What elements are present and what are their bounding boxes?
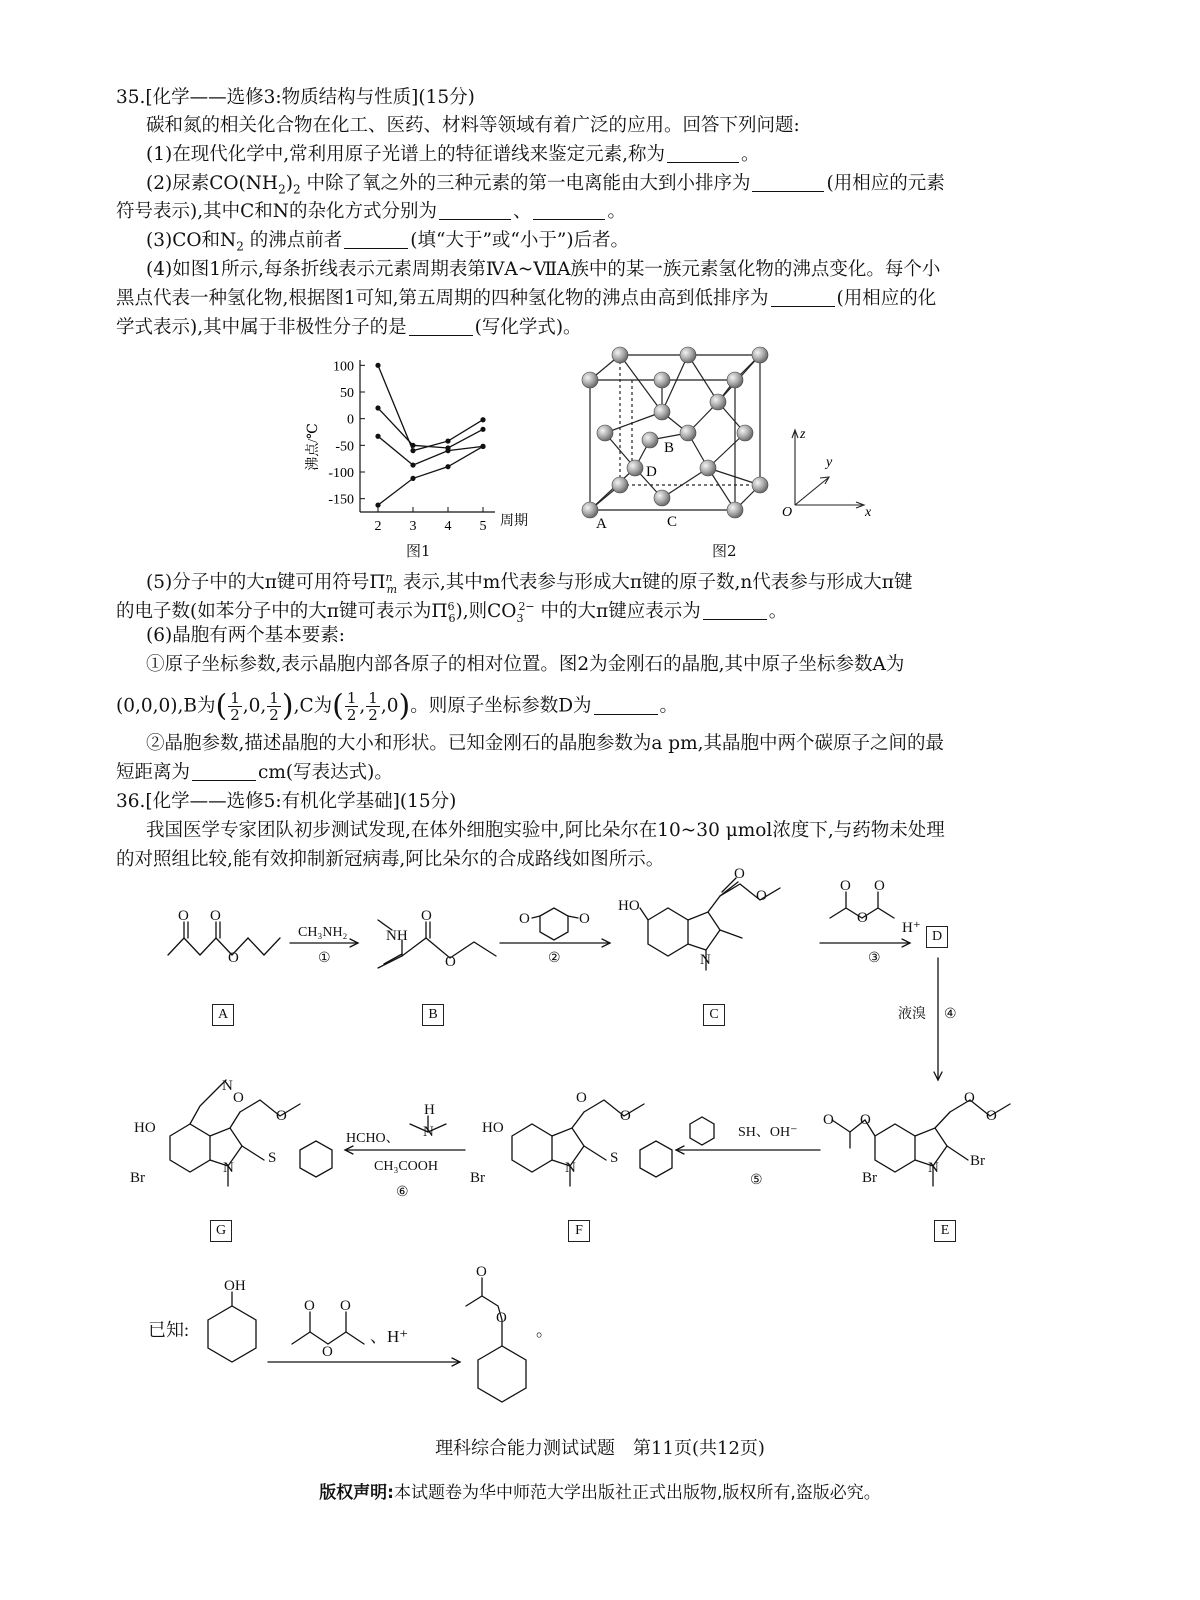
atom-o: O [210,908,221,924]
q35-p3b: 的沸点前者 [249,230,343,251]
period: 。 [659,695,679,717]
atom-o: O [964,1090,975,1106]
atom-br: Br [862,1170,877,1186]
atom-label-d: D [646,464,657,480]
period: 。 [607,201,626,222]
atom-o: O [857,910,868,926]
atom-o: O [620,1108,631,1124]
q35-part6: (6)晶胞有两个基本要素: [146,625,345,646]
atom-o: O [476,1264,487,1280]
q35-p5e: 中的大π键应表示为 [540,601,701,623]
copyright-notice [0,1478,1200,1503]
data-point [410,476,415,481]
atom-o: O [734,866,745,882]
step6-reagent1: HCHO、 [346,1131,400,1146]
q35-p6-1b: (0,0,0),B为 [116,695,216,717]
figure-2-diamond-cell [570,340,890,530]
q35-part4-cont2 [116,316,582,340]
q35-p5d: ),则CO [455,601,517,623]
q35-part5: (5)分子中的大π键可用符号$\Pi^n_m$ 表示,其中m代表参与形成大π键的原子数,n代表参与形成大π键 [146,571,913,596]
page-footer: 理科综合能力测试试题 第11页(共12页) [435,1438,765,1459]
answer-blank[interactable] [192,762,256,781]
q35-p3c: (填“大于”或“小于”)后者。 [410,230,630,251]
atom-h: H [424,1102,435,1118]
data-point [410,443,415,448]
data-point [480,427,485,432]
answer-blank[interactable] [667,144,739,163]
q35-part6-1-cont: (0,0,0),B为( $\frac{1}{2}$ ,0, $\frac{1}{2}$ ),C为( $\frac{1}{2}$ , $\frac{1}{2}$ ,0)。则原子坐标参数D为 。 [116,688,679,724]
q35-part6-1: ①原子坐标参数,表示晶胞内部各原子的相对位置。图2为金刚石的晶胞,其中原子坐标参数A为 [146,654,905,675]
atom-o: O [756,888,767,904]
compound-f-label: F [568,1220,590,1242]
atom-label-b: B [664,440,675,456]
answer-blank[interactable] [344,230,408,249]
data-point [445,438,450,443]
q35-p2e: 符号表示),其中C和N的杂化方式分别为 [116,201,437,222]
q35-part5-cont: 的电子数(如苯分子中的大π键可表示为$\Pi^6_6$),则$CO_3^{2-}$ 中的大π键应表示为 。 [116,600,788,625]
q35-p4b: 黑点代表一种氢化物,根据图1可知,第五周期的四种氢化物的沸点由高到低排序为 [116,288,769,309]
answer-blank[interactable] [703,601,767,620]
q35-p6-2b: 短距离为 [116,762,191,783]
atom-labels [130,866,997,1360]
series-line-3 [378,436,483,465]
step1-reagent: CH₃NH₂ [298,925,348,940]
answer-blank[interactable] [594,696,658,715]
data-point [445,448,450,453]
atom-o: O [874,878,885,894]
q35-p5c: 的电子数(如苯分子中的大π键可表示为Π [116,601,448,623]
atom-label-c: C [667,514,678,530]
atom-o: O [576,1090,587,1106]
x-tick-label: 5 [479,519,487,534]
atom-s: S [610,1150,619,1166]
step6-reagent2: CH₃COOH [374,1159,438,1174]
data-point [480,444,485,449]
q35-part4: (4)如图1所示,每条折线表示元素周期表第ⅣA~ⅦA族中的某一族元素氢化物的沸点变化。每个小 [146,259,941,280]
compound-c-label: C [703,1004,725,1026]
data-point [375,502,380,507]
x-tick-label: 4 [444,519,452,534]
atom-o: O [496,1310,507,1326]
compound-b-label: B [422,1004,444,1026]
y-tick-label: -50 [335,439,354,455]
compound-g-label: G [210,1220,232,1242]
q36-header: 36.[化学——选修5:有机化学基础](15分) [116,791,457,812]
step5-reagent: SH、OH⁻ [738,1125,798,1140]
step6-number: ⑥ [396,1185,409,1200]
q35-part2: (2)尿素$CO(NH_2)_2$ 中除了氧之外的三种元素的第一电离能由大到小排序为 (用相应的元素 [146,173,945,197]
q35-p2b: ) [285,173,293,194]
q35-header: 35.[化学——选修3:物质结构与性质](15分) [116,87,475,108]
answer-blank[interactable] [752,173,824,192]
atom-o: O [445,954,456,970]
x-axis-label: 周期 [500,514,528,529]
period: 。 [768,601,788,623]
data-point [375,405,380,410]
dun: 、 [512,201,532,222]
step2-number: ② [548,951,561,966]
atom-o: O [823,1112,834,1128]
q35-part3: (3)CO和$N_2$ 的沸点前者 (填“大于”或“小于”)后者。 [146,230,630,254]
y-axis-label: 沸点/℃ [306,423,321,471]
q35-p6-2c: cm(写表达式)。 [258,762,393,783]
axis-label-x: x [865,505,872,520]
x-tick-label: 3 [409,519,417,534]
q35-p6-1d: 。则原子坐标参数D为 [410,695,592,717]
atom-s: S [268,1150,277,1166]
q35-p5b: 表示,其中m代表参与形成大π键的原子数,n代表参与形成大π键 [402,572,913,594]
q35-p5a: (5)分子中的大π键可用符号Π [146,572,386,594]
q36-intro-cont: 的对照组比较,能有效抑制新冠病毒,阿比朵尔的合成路线如图所示。 [116,849,665,870]
atom-n: N [928,1160,939,1176]
q35-p4e: (写化学式)。 [474,317,582,338]
figure-1-chart [295,352,555,537]
q35-part4-cont [116,287,936,311]
q35-p4d: 学式表示),其中属于非极性分子的是 [116,317,407,338]
known-reagent: 、H⁺ [370,1327,409,1346]
atom-o: O [233,1090,244,1106]
atom-o: O [519,911,530,927]
atom-o: O [322,1344,333,1360]
atom-h-plus: H⁺ [902,920,921,936]
q35-part1 [146,143,760,167]
q35-p2a: (2)尿素CO(NH [146,173,279,194]
atom-br: Br [470,1170,485,1186]
answer-blank[interactable] [409,317,473,336]
step3-number: ③ [868,951,881,966]
y-tick-label: 100 [333,359,354,375]
figure-2-caption: 图2 [712,542,737,560]
atom-nh: NH [386,928,408,944]
answer-blank[interactable] [439,201,511,220]
atom-n: N [223,1160,234,1176]
atom-oh: OH [224,1278,246,1294]
q35-part6-2: ②晶胞参数,描述晶胞的大小和形状。已知金刚石的晶胞参数为a pm,其晶胞中两个碳原子之间的最 [146,733,945,754]
atom-n: N [700,952,711,968]
q35-p1-text: (1)在现代化学中,常利用原子光谱上的特征谱线来鉴定元素,称为 [146,144,665,165]
q36-intro: 我国医学专家团队初步测试发现,在体外细胞实验中,阿比朵尔在10~30 μmol浓度下,与药物未处理 [146,820,945,841]
atom-n: N [565,1160,576,1176]
atom-n: N [423,1124,434,1140]
atom-n: N [222,1078,233,1094]
q35-p4c: (用相应的化 [836,288,937,309]
data-point [375,434,380,439]
atom-ho: HO [618,898,640,914]
axis-label-o: O [782,505,793,520]
q35-p3a: (3)CO和N [146,230,237,251]
known-label: 已知: [148,1320,190,1340]
atom-o: O [304,1298,315,1314]
series-line-4 [378,446,483,505]
step1-number: ① [318,951,331,966]
atom-label-a: A [596,516,607,532]
atom-ho: HO [134,1120,156,1136]
atom-o: O [340,1298,351,1314]
atom-o: O [276,1108,287,1124]
period: 。 [740,144,760,165]
atom-o: O [421,908,432,924]
axis-label-z: z [800,427,806,442]
q35-p6-1c: ,C为 [293,695,333,717]
atom-o: O [228,950,239,966]
data-point [375,363,380,368]
q35-part2-cont [116,200,626,224]
y-tick-label: -150 [328,492,354,508]
compound-a-label: A [212,1004,234,1026]
q35-p2d: (用相应的元素 [826,173,945,194]
answer-blank[interactable] [533,201,605,220]
copyright-label: 版权声明: [319,1483,394,1503]
x-tick-label: 2 [374,519,382,534]
data-point [445,464,450,469]
synthesis-route [0,866,1200,1360]
atom-o: O [986,1108,997,1124]
data-point [410,462,415,467]
series-line-2 [378,408,483,448]
answer-blank[interactable] [771,288,835,307]
step5-number: ⑤ [750,1173,763,1188]
known-end: 。 [536,1321,553,1340]
step4-reagent: 液溴 [898,1007,926,1022]
q35-p2c: 中除了氧之外的三种元素的第一电离能由大到小排序为 [306,173,751,194]
figure-1-caption: 图1 [406,542,431,560]
compound-d-label: D [926,926,948,948]
compound-e-label: E [934,1220,956,1242]
atom-br: Br [970,1153,985,1169]
atom-br: Br [130,1170,145,1186]
axis-label-y: y [826,455,833,470]
atom-o: O [840,878,851,894]
atom-ho: HO [482,1120,504,1136]
step4-number: ④ [944,1007,957,1022]
atom-o: O [860,1112,871,1128]
y-tick-label: 0 [347,412,354,428]
data-point [410,448,415,453]
y-tick-label: -100 [328,466,354,481]
q35-part6-2-cont [116,761,393,785]
y-tick-label: 50 [340,386,354,401]
copyright-text: 本试题卷为华中师范大学出版社正式出版物,版权所有,盗版必究。 [394,1483,881,1503]
atom-o: O [178,908,189,924]
atom-o: O [579,911,590,927]
q35-intro: 碳和氮的相关化合物在化工、医药、材料等领域有着广泛的应用。回答下列问题: [146,115,800,136]
data-point [480,417,485,422]
